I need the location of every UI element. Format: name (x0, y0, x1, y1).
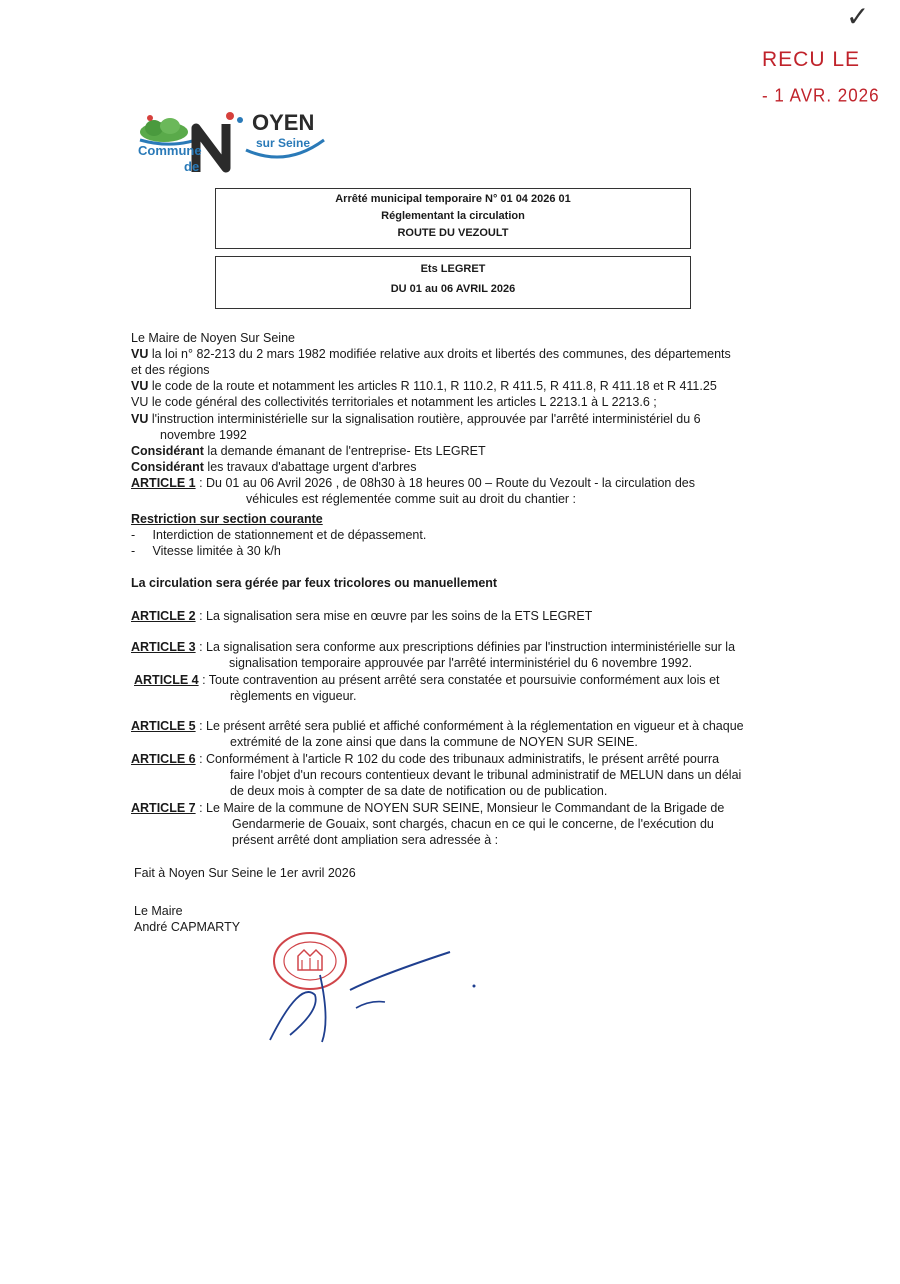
article-label: ARTICLE 7 (131, 801, 196, 815)
article-label: ARTICLE 3 (131, 640, 196, 654)
logo-commune-text: Commune (138, 143, 202, 158)
vu-label: VU (131, 379, 149, 393)
article-text: : Du 01 au 06 Avril 2026 , de 08h30 à 18 heures 00 – Route du Vezoult - la circulation des (195, 476, 696, 490)
article-text: : Le présent arrêté sera publié et affiché conformément à la réglementation en vigueur et à chaque (195, 719, 744, 733)
considerant-travaux (131, 460, 781, 476)
article-3 (131, 640, 781, 656)
article-label: ARTICLE 4 (134, 673, 199, 687)
received-stamp-date: - 1 AVR. 2026 (762, 85, 880, 106)
company-name: Ets LEGRET (420, 263, 486, 275)
feux-notice: La circulation sera gérée par feux tricolores ou manuellement (131, 576, 498, 590)
considerant-demande (131, 444, 781, 460)
vu-label: VU (131, 412, 149, 426)
signatory-title: Le Maire (134, 904, 183, 918)
restriction-item: - Vitesse limitée à 30 k/h (131, 544, 281, 558)
article-2 (131, 609, 781, 625)
article-text: : Le Maire de la commune de NOYEN SUR SEINE, Monsieur le Commandant de la Brigade de (195, 801, 725, 815)
considerant-label: Considérant (131, 444, 204, 458)
article-label: ARTICLE 5 (131, 719, 196, 733)
article-label: ARTICLE 6 (131, 752, 196, 766)
arrete-number: Arrêté municipal temporaire N° 01 04 2026 01 (335, 193, 571, 205)
article-7-cont: présent arrêté dont ampliation sera adressée à : (232, 833, 499, 847)
article-5-cont: extrémité de la zone ainsi que dans la commune de NOYEN SUR SEINE. (230, 735, 638, 749)
article-6-cont: faire l'objet d'un recours contentieux devant le tribunal administratif de MELUN dans un délai (230, 768, 742, 782)
vu-cgct: VU le code général des collectivités territoriales et notamment les articles L 2213.1 à L 2213.6 ; (131, 395, 657, 409)
vu-text: le code de la route et notamment les articles R 110.1, R 110.2, R 411.5, R 411.8, R 411.18 et R 411.25 (148, 379, 717, 393)
logo-name: OYEN (252, 110, 315, 135)
restriction-title: Restriction sur section courante (131, 512, 323, 526)
article-6-cont: de deux mois à compter de sa date de notification ou de publication. (230, 784, 608, 798)
article-text: : La signalisation sera conforme aux prescriptions définies par l'instruction interministérielle sur la (195, 640, 736, 654)
arrete-subject: Réglementant la circulation (381, 210, 525, 222)
considerant-label: Considérant (131, 460, 204, 474)
logo-de-text: de (184, 159, 200, 174)
article-label: ARTICLE 1 (131, 476, 196, 490)
vu-loi (131, 347, 781, 363)
article-6 (131, 752, 781, 768)
vu-label: VU (131, 347, 149, 361)
vu-text: l'instruction interministérielle sur la signalisation routière, approuvée par l'arrêté interministériel du 6 (148, 412, 701, 426)
maire-line: Le Maire de Noyen Sur Seine (131, 331, 295, 345)
article-4-cont: règlements en vigueur. (230, 689, 357, 703)
check-mark: ✓ (846, 0, 870, 33)
signatory-name: André CAPMARTY (134, 920, 241, 934)
article-1-cont: véhicules est réglementée comme suit au droit du chantier : (246, 492, 577, 506)
arrete-title-box (215, 188, 691, 249)
article-7 (131, 801, 781, 817)
article-text: : Conformément à l'article R 102 du code des tribunaux administratifs, le présent arrêté pourra (195, 752, 720, 766)
vu-instruction-cont: novembre 1992 (160, 428, 247, 442)
date-range: DU 01 au 06 AVRIL 2026 (390, 283, 516, 295)
article-text: : La signalisation sera mise en œuvre par les soins de la ETS LEGRET (195, 609, 593, 623)
logo-subtitle: sur Seine (256, 136, 311, 150)
arrete-road: ROUTE DU VEZOULT (397, 227, 509, 239)
article-3-cont: signalisation temporaire approuvée par l'arrêté interministériel du 6 novembre 1992. (229, 656, 693, 670)
vu-loi-cont: et des régions (131, 363, 210, 377)
vu-instruction (131, 412, 781, 428)
arrete-company-box (215, 256, 691, 309)
considerant-text: les travaux d'abattage urgent d'arbres (203, 460, 417, 474)
article-text: : Toute contravention au présent arrêté sera constatée et poursuivie conformément aux lois et (198, 673, 720, 687)
article-7-cont: Gendarmerie de Gouaix, sont chargés, chacun en ce qui le concerne, de l'exécution du (232, 817, 714, 831)
signature (260, 940, 490, 1050)
fait-a: Fait à Noyen Sur Seine le 1er avril 2026 (134, 866, 356, 880)
article-label: ARTICLE 2 (131, 609, 196, 623)
vu-code-route (131, 379, 781, 395)
vu-text: la loi n° 82-213 du 2 mars 1982 modifiée relative aux droits et libertés des communes, des départements (148, 347, 731, 361)
considerant-text: la demande émanant de l'entreprise- Ets LEGRET (203, 444, 486, 458)
article-5 (131, 719, 781, 735)
article-1 (131, 476, 781, 492)
restriction-text: Vitesse limitée à 30 k/h (152, 544, 281, 558)
article-4 (134, 673, 784, 689)
received-stamp-label: RECU LE (762, 48, 861, 71)
restriction-text: Interdiction de stationnement et de dépassement. (152, 528, 427, 542)
restriction-item: - Interdiction de stationnement et de dépassement. (131, 528, 427, 542)
